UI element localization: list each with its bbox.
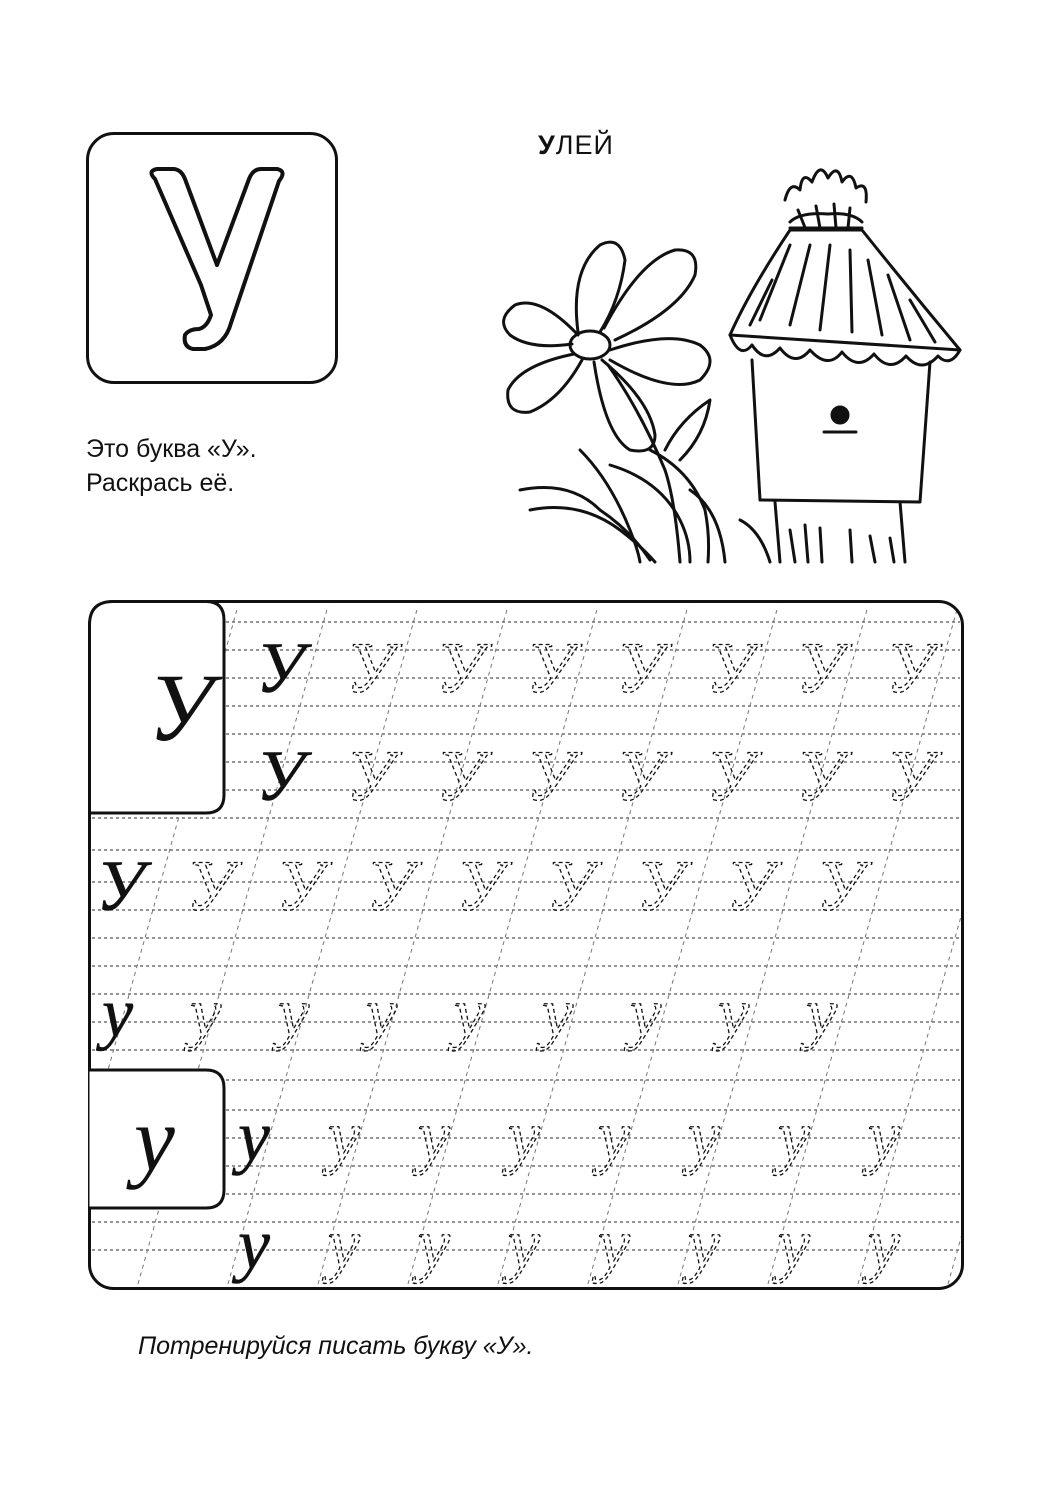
tracing-letter: У: [816, 846, 865, 926]
tracing-letter: у: [238, 1096, 270, 1176]
intro-line-2: Раскрась её.: [86, 469, 235, 497]
tracing-letter: у: [366, 975, 398, 1052]
tracing-letter: у: [508, 1204, 540, 1284]
intro-text: [86, 432, 257, 500]
cursive-uppercase-sample-card: [90, 602, 225, 816]
tracing-letter: у: [688, 1204, 720, 1284]
tracing-letter: У: [796, 736, 845, 816]
tracing-letter: у: [190, 975, 222, 1052]
cursive-uppercase-sample: У: [148, 654, 213, 761]
tracing-letter: у: [328, 1204, 360, 1284]
tracing-letter: У: [456, 846, 505, 926]
tracing-letter: у: [630, 975, 662, 1052]
tracing-letter: у: [868, 1096, 900, 1176]
tracing-letter: У: [256, 628, 305, 708]
tracing-letter: У: [886, 628, 935, 708]
tracing-letter: У: [796, 628, 845, 708]
tracing-letter: у: [718, 975, 750, 1052]
tracing-letter: у: [598, 1096, 630, 1176]
tracing-letter: у: [102, 975, 134, 1052]
practice-instruction: Потренируйся писать букву «У».: [138, 1332, 534, 1360]
tracing-letter: У: [346, 628, 395, 708]
tracing-letter: у: [418, 1096, 450, 1176]
tracing-letter: У: [526, 628, 575, 708]
beehive-flower-illustration: [490, 150, 980, 570]
tracing-letter: У: [726, 846, 775, 926]
practice-grid: [88, 600, 964, 1290]
tracing-letter: у: [278, 975, 310, 1052]
word-first-letter: У: [538, 130, 556, 160]
tracing-letter: у: [508, 1096, 540, 1176]
tracing-letter: У: [436, 736, 485, 816]
tracing-letter: у: [868, 1204, 900, 1284]
letter-card: [86, 132, 338, 384]
tracing-letter: У: [96, 846, 145, 926]
tracing-letter: У: [256, 736, 305, 816]
tracing-letter: у: [542, 975, 574, 1052]
tracing-letter: У: [636, 846, 685, 926]
cursive-lowercase-sample-card: [90, 1070, 225, 1208]
tracing-letter: У: [886, 736, 935, 816]
tracing-letter: у: [238, 1204, 270, 1284]
intro-line-1: Это буква «У».: [86, 435, 257, 463]
tracing-letter: У: [616, 628, 665, 708]
tracing-letter: У: [526, 736, 575, 816]
tracing-letter: у: [688, 1096, 720, 1176]
outlined-letter-u: [89, 135, 341, 387]
tracing-letter: у: [778, 1096, 810, 1176]
tracing-letter: у: [454, 975, 486, 1052]
tracing-letter: У: [366, 846, 415, 926]
cursive-lowercase-sample: у: [134, 1088, 175, 1190]
tracing-letter: У: [186, 846, 235, 926]
tracing-letter: У: [706, 628, 755, 708]
tracing-letter: у: [328, 1096, 360, 1176]
word-rest: ЛЕЙ: [555, 130, 614, 160]
tracing-letter: У: [706, 736, 755, 816]
tracing-letter: У: [616, 736, 665, 816]
tracing-letter: У: [546, 846, 595, 926]
tracing-letter: у: [418, 1204, 450, 1284]
tracing-letter: у: [598, 1204, 630, 1284]
tracing-letter: У: [436, 628, 485, 708]
tracing-letter: у: [778, 1204, 810, 1284]
tracing-letter: У: [346, 736, 395, 816]
tracing-letter: у: [806, 975, 838, 1052]
tracing-letter: У: [276, 846, 325, 926]
